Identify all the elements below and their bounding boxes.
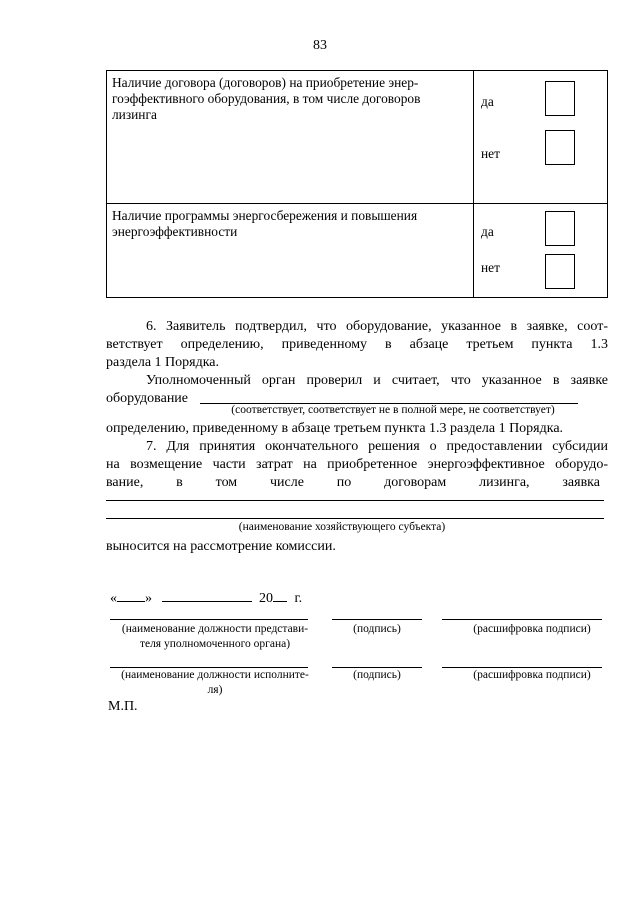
date-line [110,590,302,607]
paragraph-6-line-1: 6. Заявитель подтвердил, что оборудование, указанное в заявке, соот- [146,319,608,334]
position-caption: (наименование должности представи- теля уполномоченного органа) [121,623,309,650]
paragraph-6-line-3: раздела 1 Порядка. [106,355,220,370]
authority-line-3: определению, приведенному в абзаце третьем пункта 1.3 раздела 1 Порядка. [106,421,564,436]
entity-blank-line-1[interactable] [106,500,604,501]
option-no-label: нет [481,146,500,161]
position-caption: (наименование должности исполните- ля) [121,669,309,696]
signature-blank-line[interactable] [332,619,422,620]
conformity-hint: (соответствует, соответствует не в полной мере, не соответствует) [231,404,555,416]
decoding-caption: (расшифровка подписи) [473,623,591,635]
decoding-blank-line[interactable] [442,619,602,620]
checkbox-no[interactable] [545,130,575,165]
year-suffix: г. [294,591,303,606]
option-yes-label: да [481,94,494,109]
entity-hint: (наименование хозяйствующего субъекта) [238,521,446,533]
year-prefix: 20 [259,591,273,606]
paragraph-7-line-3: вание, в том числе по договорам лизинга, заявка [106,475,600,490]
date-open-quote: « [110,591,117,606]
signature-caption: (подпись) [353,623,401,635]
authority-line-1: Уполномоченный орган проверил и считает, что указанное в заявке [146,373,608,388]
entity-blank-line-2[interactable] [106,518,604,519]
date-close-quote: » [145,591,152,606]
criterion-text: Наличие договора (договоров) на приобретение энер-гоэффективного оборудования, в том числе договоров лизинга [112,75,421,122]
decoding-caption: (расшифровка подписи) [473,669,591,681]
checkbox-no[interactable] [545,254,575,289]
table-row [107,204,607,297]
day-blank[interactable] [117,590,145,602]
month-blank[interactable] [162,590,252,602]
criteria-table [106,70,608,298]
paragraph-7-line-4: выносится на рассмотрение комиссии. [106,539,336,554]
option-yes-label: да [481,224,494,239]
stamp-label: М.П. [108,699,138,714]
year-blank[interactable] [273,590,287,602]
table-row [107,71,607,204]
checkbox-yes[interactable] [545,81,575,116]
page-number: 83 [313,38,327,53]
checkbox-yes[interactable] [545,211,575,246]
signature-caption: (подпись) [353,669,401,681]
authority-line-2: оборудование [106,391,189,406]
criterion-text: Наличие программы энергосбережения и повышения энергоэффективности [112,208,418,239]
position-blank-line[interactable] [110,619,308,620]
paragraph-7-line-2: на возмещение части затрат на приобретенное энергоэффективное оборудо- [106,457,608,472]
paragraph-6-line-2: ветствует определению, приведенному в абзаце третьем пункта 1.3 [106,337,608,352]
paragraph-7-line-1: 7. Для принятия окончательного решения о предоставлении субсидии [146,439,608,454]
option-no-label: нет [481,260,500,275]
